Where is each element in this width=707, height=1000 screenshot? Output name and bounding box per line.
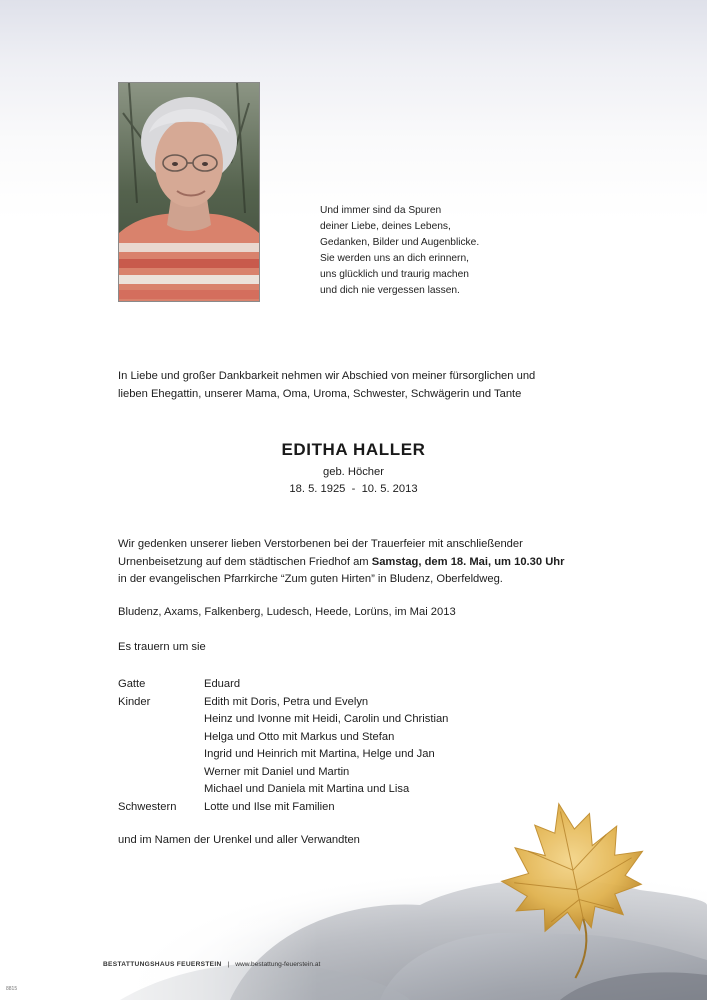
family-row xyxy=(118,694,538,799)
family-role: Gatte xyxy=(118,678,146,690)
poem xyxy=(320,203,580,299)
poem-line: uns glücklich und traurig machen xyxy=(320,269,469,280)
ceremony-line-text: Urnenbeisetzung auf dem städtischen Friedhof am xyxy=(118,555,372,568)
poem-line: Gedanken, Bilder und Augenblicke. xyxy=(320,237,480,248)
birth-name: geb. Höcher xyxy=(323,466,384,478)
deceased-name: EDITHA HALLER xyxy=(281,440,426,459)
family-list xyxy=(118,676,538,816)
life-dates: 18. 5. 1925 - 10. 5. 2013 xyxy=(289,483,418,495)
family-member: Edith mit Doris, Petra und Evelyn xyxy=(204,695,369,708)
poem-line: Sie werden uns an dich erinnern, xyxy=(320,253,469,264)
footer-separator: | xyxy=(227,961,230,968)
ceremony-line xyxy=(118,554,608,572)
intro-text xyxy=(118,367,588,403)
closing-line: und im Namen der Urenkel und aller Verwandten xyxy=(118,834,360,846)
family-role: Schwestern xyxy=(118,800,177,813)
family-member: Eduard xyxy=(204,678,241,690)
family-member: Helga und Otto mit Markus und Stefan xyxy=(204,730,395,743)
ceremony-date: Samstag, dem 18. Mai, um 10.30 Uhr xyxy=(371,555,565,568)
ceremony-line: in der evangelischen Pfarrkirche “Zum guten Hirten” in Bludenz, Oberfeldweg. xyxy=(118,573,503,585)
family-member: Lotte und Ilse mit Familien xyxy=(204,800,335,813)
intro-line: lieben Ehegattin, unserer Mama, Oma, Uroma, Schwester, Schwägerin und Tante xyxy=(118,388,522,400)
family-row xyxy=(118,676,538,694)
company-name: BESTATTUNGSHAUS FEUERSTEIN xyxy=(103,961,222,968)
places-date: Bludenz, Axams, Falkenberg, Ludesch, Heede, Lorüns, im Mai 2013 xyxy=(118,606,456,618)
website-link[interactable]: www.bestattung-feuerstein.at xyxy=(235,961,321,968)
poem-line: und dich nie vergessen lassen. xyxy=(320,285,460,296)
ceremony-text xyxy=(118,536,608,589)
mourning-intro: Es trauern um sie xyxy=(118,641,206,653)
intro-line: In Liebe und großer Dankbarkeit nehmen wir Abschied von meiner fürsorglichen und xyxy=(118,370,536,382)
family-names xyxy=(204,694,448,799)
document-code: 8815 xyxy=(6,986,18,992)
ceremony-line: Wir gedenken unserer lieben Verstorbenen bei der Trauerfeier mit anschließender xyxy=(118,538,523,550)
poem-line: deiner Liebe, deines Lebens, xyxy=(320,221,451,232)
family-role: Kinder xyxy=(118,695,151,708)
family-member: Ingrid und Heinrich mit Martina, Helge und Jan xyxy=(204,748,435,760)
family-member: Michael und Daniela mit Martina und Lisa xyxy=(204,783,410,795)
family-names xyxy=(204,676,240,694)
family-member: Werner mit Daniel und Martin xyxy=(204,765,350,778)
family-row xyxy=(118,799,538,817)
portrait-photo xyxy=(118,82,260,302)
footer xyxy=(103,961,320,968)
family-member: Heinz und Ivonne mit Heidi, Carolin und Christian xyxy=(204,713,449,725)
poem-line: Und immer sind da Spuren xyxy=(320,205,442,216)
family-names xyxy=(204,799,335,817)
